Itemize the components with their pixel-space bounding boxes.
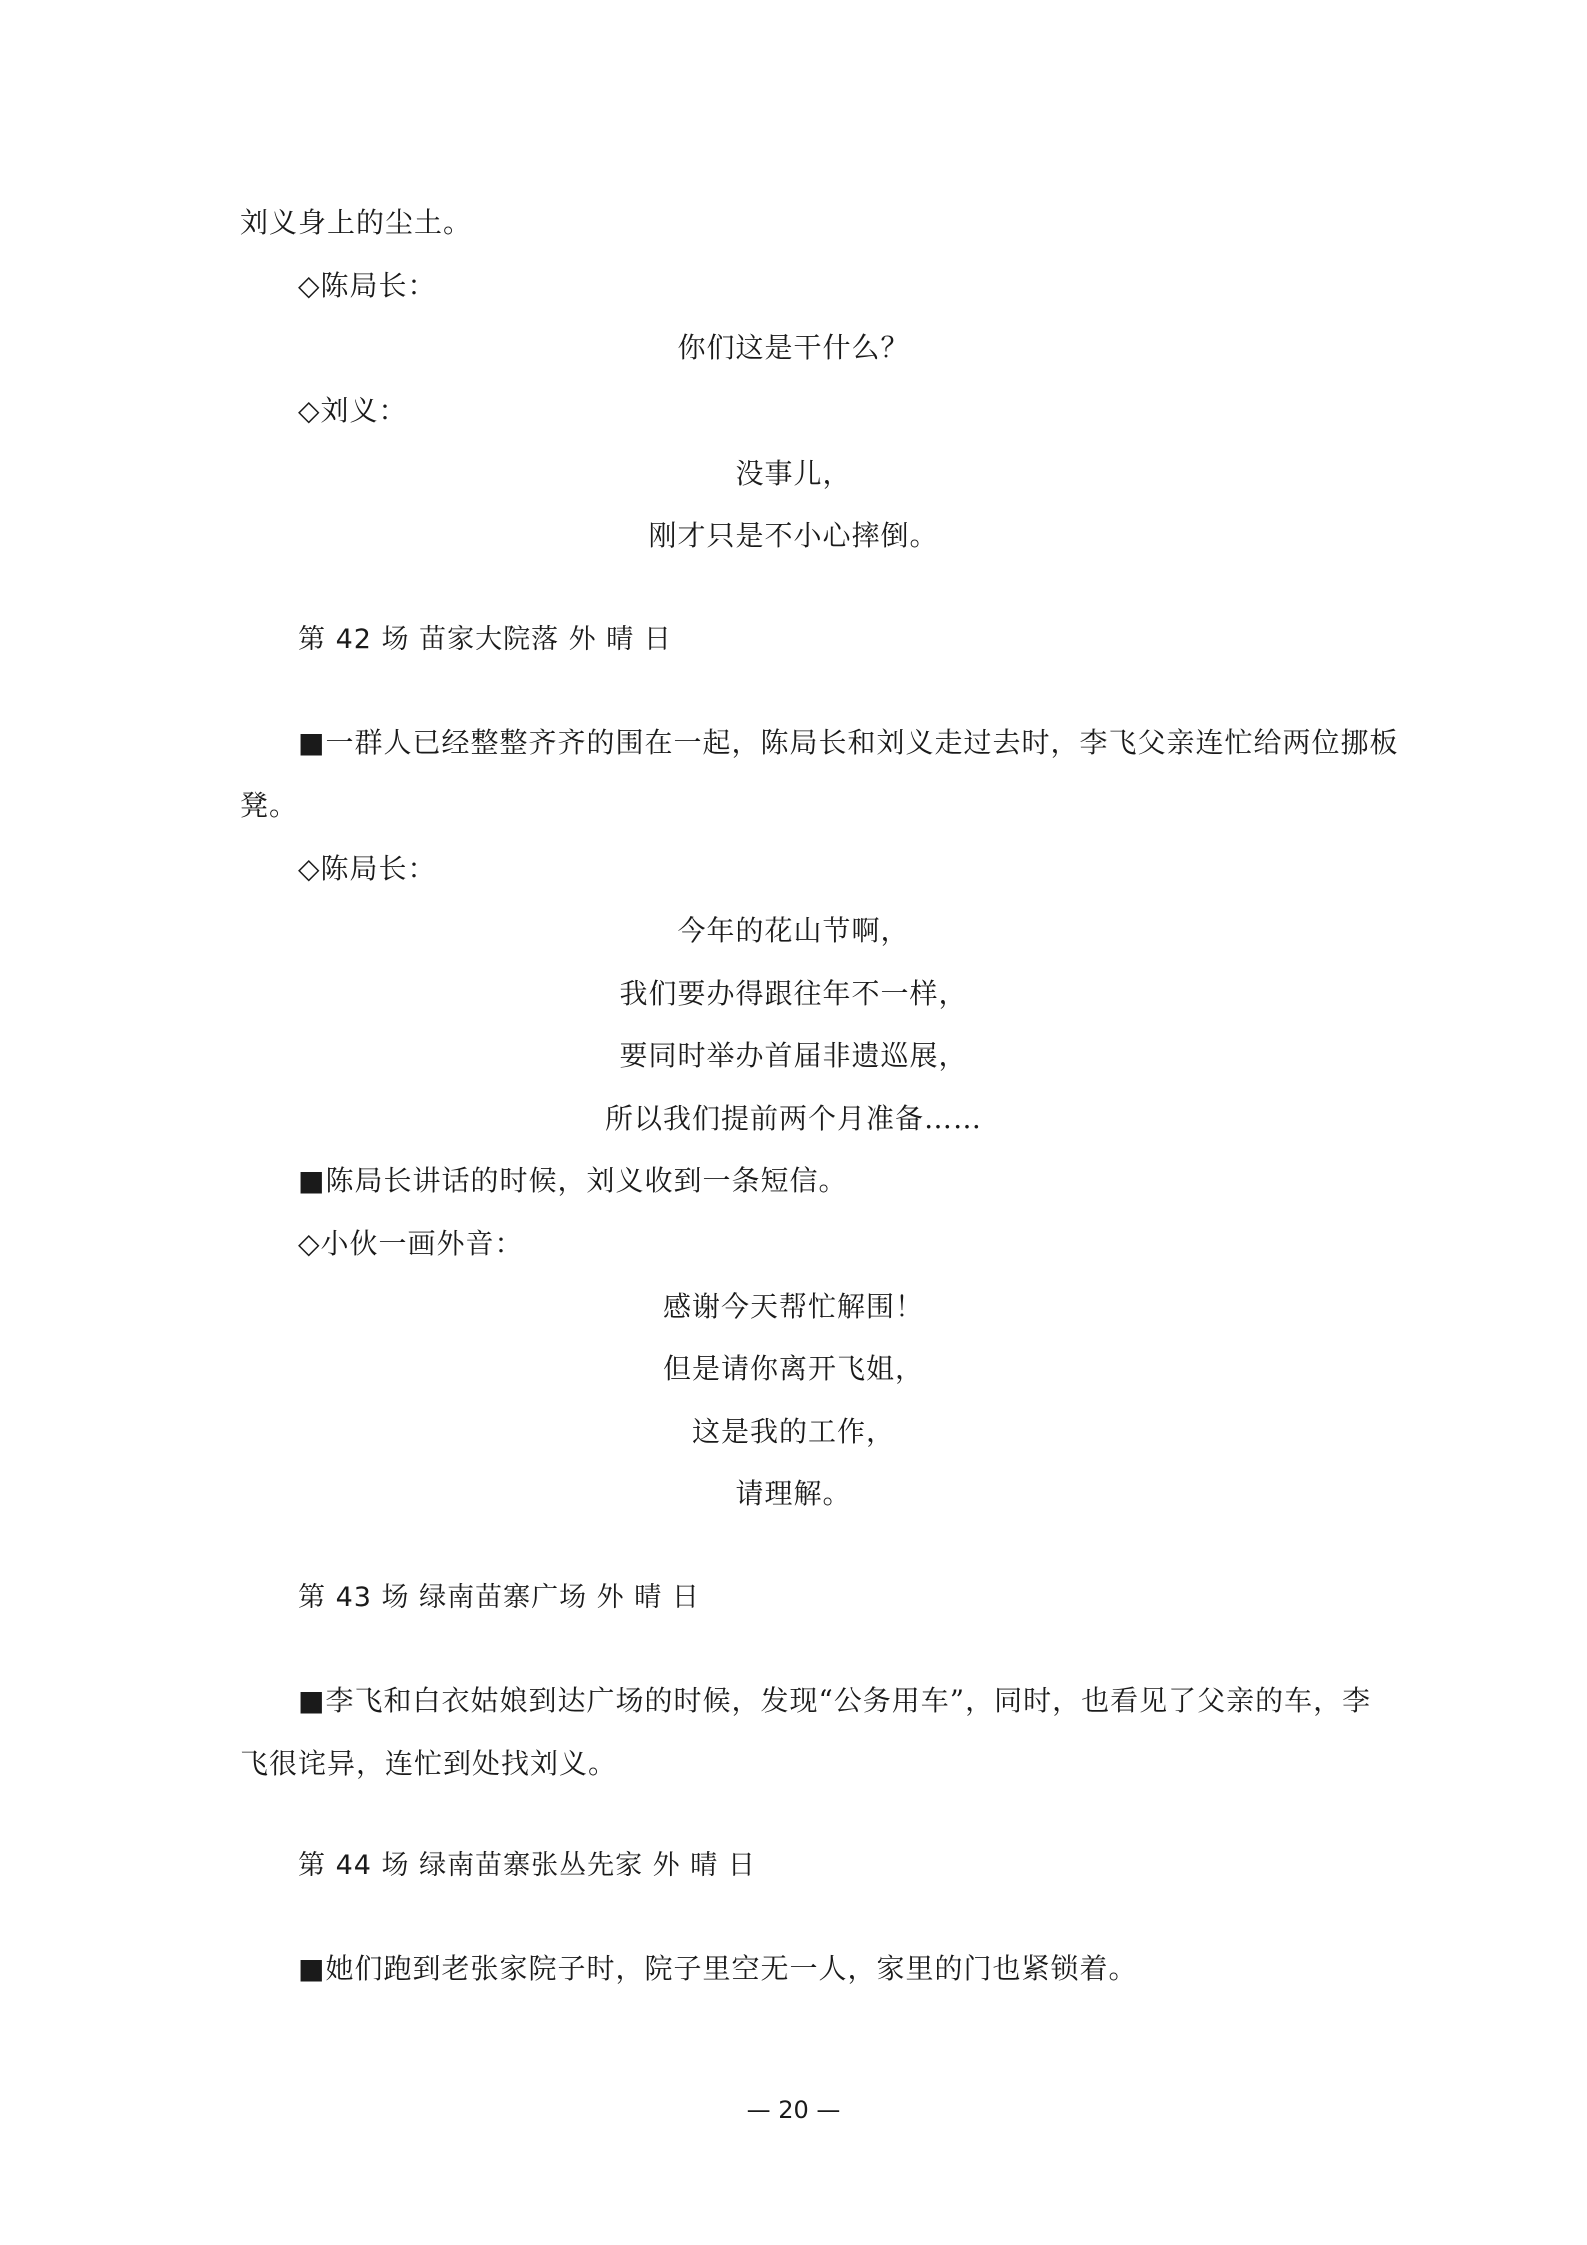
speaker-label: ◇陈局长：	[298, 269, 437, 302]
action-line: ■她们跑到老张家院子时，院子里空无一人，家里的门也紧锁着。	[298, 1952, 1138, 1985]
dialogue-line: 你们这是干什么？	[677, 331, 910, 364]
dialogue-line: 但是请你离开飞姐，	[662, 1352, 924, 1385]
dialogue-line: 所以我们提前两个月准备……	[604, 1102, 982, 1135]
speaker-label: ◇刘义：	[298, 394, 408, 427]
dialogue-line: 刚才只是不小心摔倒。	[648, 519, 939, 552]
scene-heading-43: 第 43 场 绿南苗寨广场 外 晴 日	[298, 1582, 700, 1613]
page-number: — 20 —	[746, 2096, 841, 2124]
scene-heading-44: 第 44 场 绿南苗寨张丛先家 外 晴 日	[298, 1850, 756, 1881]
dialogue-line: 没事儿，	[735, 457, 852, 490]
scene-heading-42: 第 42 场 苗家大院落 外 晴 日	[298, 624, 672, 655]
action-line: ■一群人已经整整齐齐的围在一起，陈局长和刘义走过去时，李飞父亲连忙给两位挪板	[298, 726, 1399, 759]
dialogue-line: 感谢今天帮忙解围！	[662, 1290, 924, 1323]
dialogue-line: 这是我的工作，	[691, 1415, 895, 1448]
dialogue-line: 我们要办得跟往年不一样，	[619, 977, 968, 1010]
dialogue-line: 请理解。	[735, 1477, 852, 1510]
action-line: 飞很诧异，连忙到处找刘义。	[240, 1747, 618, 1780]
dialogue-line: 今年的花山节啊，	[677, 914, 910, 947]
action-line: ■李飞和白衣姑娘到达广场的时候，发现“公务用车”，同时，也看见了父亲的车，李	[298, 1684, 1372, 1717]
speaker-label: ◇陈局长：	[298, 852, 437, 885]
action-line: 刘义身上的尘土。	[240, 206, 473, 239]
action-line: 凳。	[240, 789, 299, 822]
action-line: ■陈局长讲话的时候，刘义收到一条短信。	[298, 1164, 848, 1197]
dialogue-line: 要同时举办首届非遗巡展，	[619, 1039, 968, 1072]
speaker-label: ◇小伙一画外音：	[298, 1227, 524, 1260]
